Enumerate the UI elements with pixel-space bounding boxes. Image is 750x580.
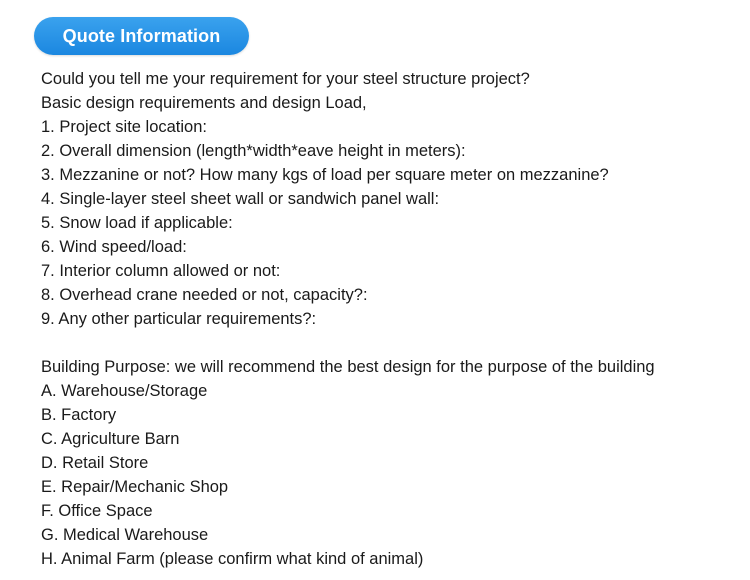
requirement-item: 6. Wind speed/load: (41, 238, 187, 256)
requirement-item: 3. Mezzanine or not? How many kgs of load per square meter on mezzanine? (41, 166, 609, 184)
section-spacer (41, 331, 741, 355)
requirement-item: 9. Any other particular requirements?: (41, 310, 317, 328)
requirements-intro: Could you tell me your requirement for your steel structure project? (41, 70, 530, 88)
purpose-option: F. Office Space (41, 502, 153, 520)
requirement-item: 1. Project site location: (41, 118, 207, 136)
purpose-option: E. Repair/Mechanic Shop (41, 478, 229, 496)
header-title: Quote Information (62, 25, 221, 46)
building-purpose-heading: Building Purpose: we will recommend the best design for the purpose of the building (41, 358, 655, 376)
purpose-option: D. Retail Store (41, 454, 149, 472)
requirements-subtitle: Basic design requirements and design Load, (41, 94, 367, 112)
requirement-item: 2. Overall dimension (length*width*eave height in meters): (41, 142, 466, 160)
requirement-item: 5. Snow load if applicable: (41, 214, 233, 232)
purpose-option: G. Medical Warehouse (41, 526, 209, 544)
requirement-item: 7. Interior column allowed or not: (41, 262, 281, 280)
purpose-option: C. Agriculture Barn (41, 430, 180, 448)
requirement-item: 8. Overhead crane needed or not, capacity?: (41, 286, 368, 304)
purpose-option: B. Factory (41, 406, 117, 424)
purpose-option: A. Warehouse/Storage (41, 382, 208, 400)
quote-information-header (34, 17, 249, 55)
quote-content (41, 67, 741, 571)
purpose-option: H. Animal Farm (please confirm what kind of animal) (41, 550, 424, 568)
requirement-item: 4. Single-layer steel sheet wall or sandwich panel wall: (41, 190, 440, 208)
